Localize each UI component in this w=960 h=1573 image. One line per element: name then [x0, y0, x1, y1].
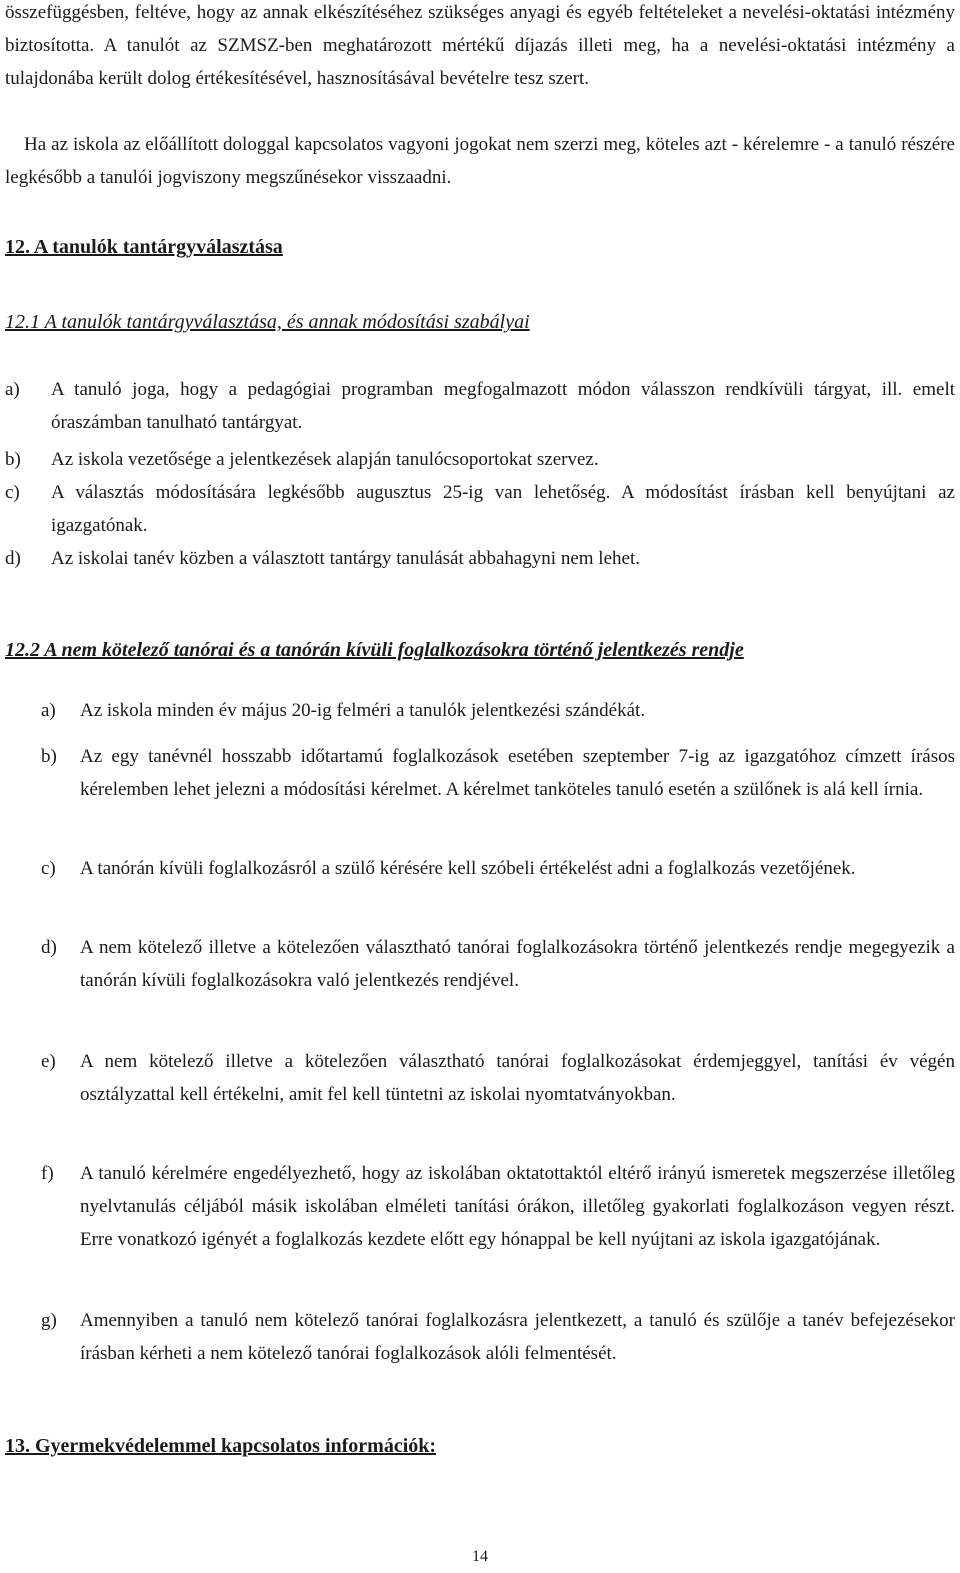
section-13-heading: 13. Gyermekvédelemmel kapcsolatos információk: [5, 1435, 437, 1457]
list-marker: a) [41, 700, 56, 721]
list-item-text: Amennyiben a tanuló nem kötelező tanórai foglalkozásra jelentkezett, a tanuló és szülője a tanév befejezésekor írásban kérheti a nem kötelező tanórai foglalkozások alóli felmentését. [80, 1310, 955, 1364]
subsection-12-2-heading: 12.2 A nem kötelező tanórai és a tanórán kívüli foglalkozásokra történő jelentkezés rendje [5, 639, 744, 661]
list-item-text: Az iskola minden év május 20-ig felméri a tanulók jelentkezési szándékát. [80, 700, 646, 721]
list-item-text: A nem kötelező illetve a kötelezően választható tanórai foglalkozásokra történő jelentkezés rendje megegyezik a tanórán kívüli foglalkozásokra való jelentkezés rendjével. [80, 937, 955, 991]
intro-paragraph-2: Ha az iskola az előállított dologgal kapcsolatos vagyoni jogokat nem szerzi meg, köteles azt - kérelemre - a tanuló részére legkésőbb a tanulói jogviszony megszűnésekor visszaadni. [5, 134, 955, 188]
list-item-text: Az egy tanévnél hosszabb időtartamú foglalkozások esetében szeptember 7-ig az igazgatóhoz címzett írásos kérelemben lehet jelezni a módosítási kérelmet. A kérelmet tanköteles tanuló esetén a szülőnek is alá kell írnia. [80, 746, 955, 800]
list-marker: e) [41, 1051, 56, 1072]
list-marker: f) [41, 1163, 54, 1184]
list-item-text: A tanórán kívüli foglalkozásról a szülő kérésére kell szóbeli értékelést adni a foglalkozás vezetőjének. [80, 858, 856, 879]
list-marker: d) [41, 937, 57, 958]
list-item-text: Az iskola vezetősége a jelentkezések alapján tanulócsoportokat szervez. [51, 449, 599, 470]
list-marker: d) [5, 548, 21, 569]
list-item-text: A tanuló kérelmére engedélyezhető, hogy az iskolában oktatottaktól eltérő irányú ismeretek megszerzése illetőleg nyelvtanulás céljából másik iskolában elméleti tanítási órákon, illetőleg gyakorlati foglalkozáson vegyen részt. Erre vonatkozó igényét a foglalkozás kezdete előtt egy hónappal be kell nyújtani az iskola igazgatójának. [80, 1163, 955, 1250]
list-item-text: A tanuló joga, hogy a pedagógiai programban megfogalmazott módon válasszon rendkívüli tárgyat, ill. emelt óraszámban tanulható tantárgyat. [51, 379, 955, 433]
page-number: 14 [472, 1548, 488, 1565]
list-item-text: A nem kötelező illetve a kötelezően választható tanórai foglalkozásokat érdemjeggyel, tanítási év végén osztályzattal kell értékelni, amit fel kell tüntetni az iskolai nyomtatványokban. [80, 1051, 955, 1105]
section-12-heading: 12. A tanulók tantárgyválasztása [5, 236, 283, 258]
list-marker: c) [5, 482, 20, 503]
list-marker: a) [5, 379, 20, 400]
intro-paragraph-1: összefüggésben, feltéve, hogy az annak elkészítéséhez szükséges anyagi és egyéb feltételeket a nevelési-oktatási intézmény biztosította. A tanulót az SZMSZ-ben meghatározott mértékű díjazás illeti meg, ha a nevelési-oktatási intézmény a tulajdonába került dolog értékesítésével, hasznosításával bevételre tesz szert. [5, 2, 955, 89]
list-marker: b) [5, 449, 21, 470]
subsection-12-1-heading: 12.1 A tanulók tantárgyválasztása, és annak módosítási szabályai [5, 311, 530, 333]
list-item-text: Az iskolai tanév közben a választott tantárgy tanulását abbahagyni nem lehet. [51, 548, 640, 569]
list-marker: b) [41, 746, 57, 767]
list-item-text: A választás módosítására legkésőbb augusztus 25-ig van lehetőség. A módosítást írásban kell benyújtani az igazgatónak. [51, 482, 955, 536]
list-marker: c) [41, 858, 56, 879]
list-marker: g) [41, 1310, 57, 1331]
